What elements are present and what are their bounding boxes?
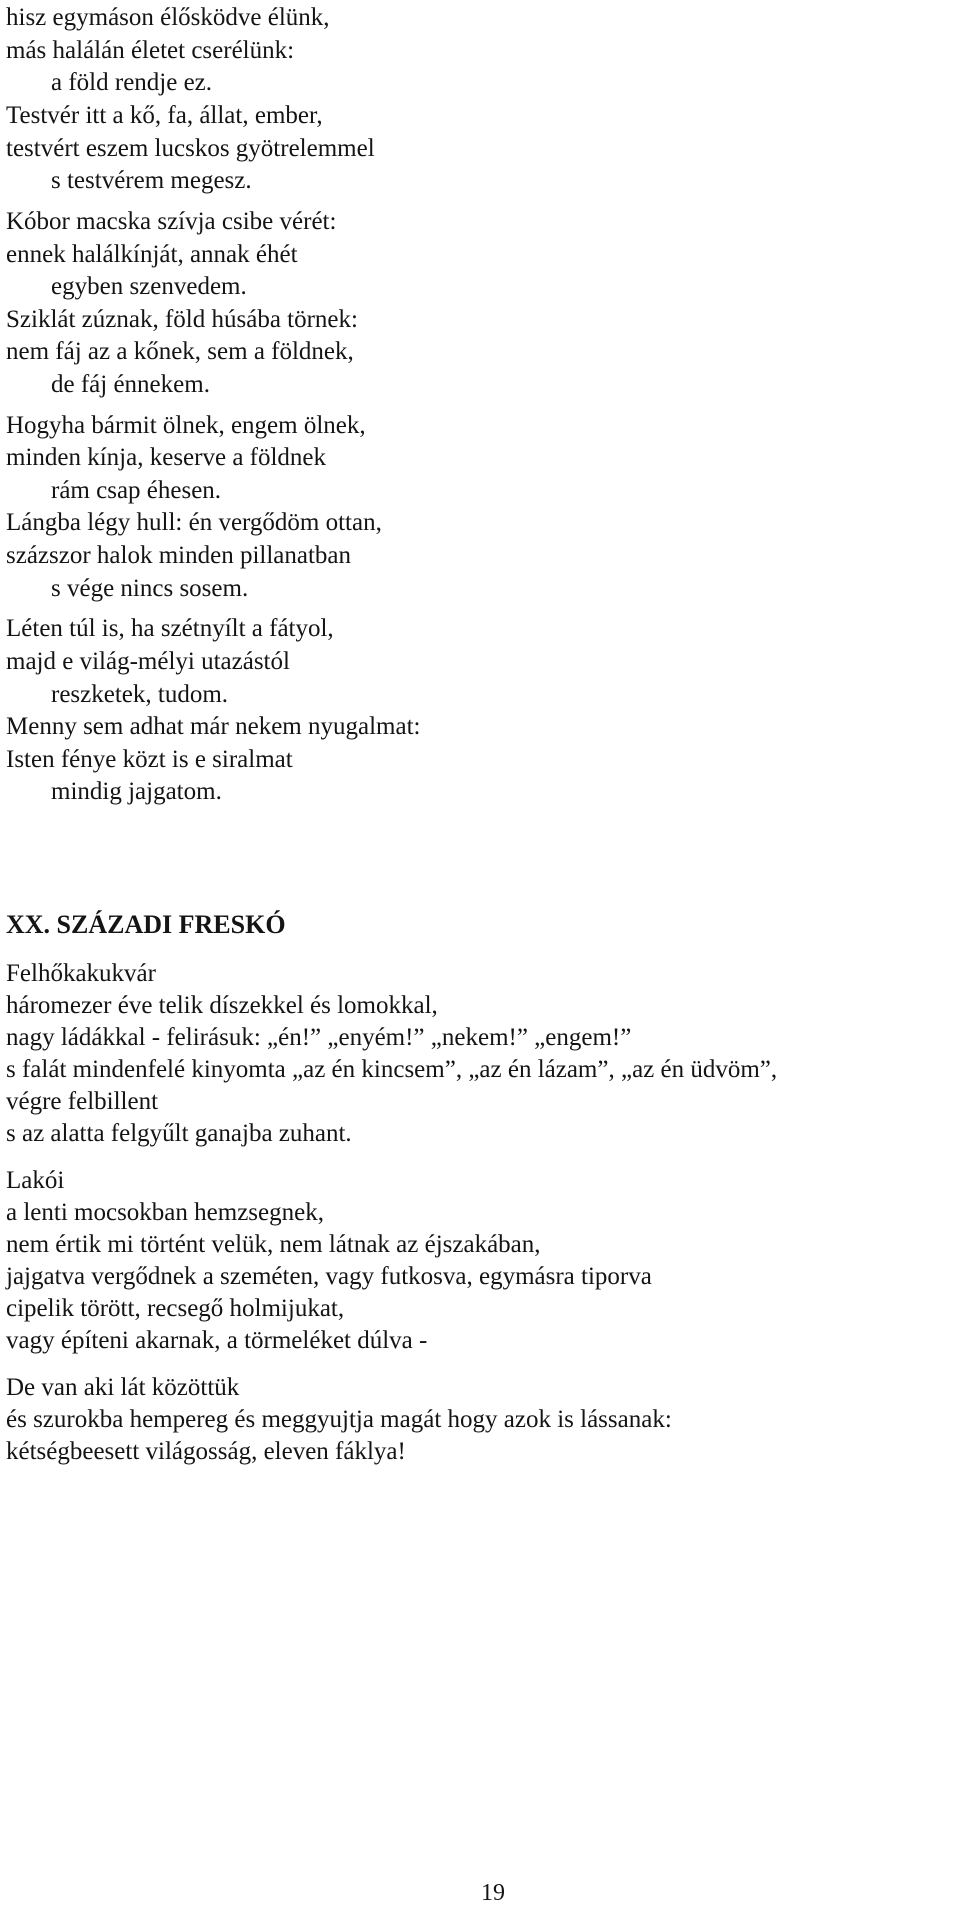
poem-line: s testvérem megesz. bbox=[51, 167, 252, 194]
poem-line: egyben szenvedem. bbox=[51, 273, 247, 300]
poem-line: nem fáj az a kőnek, sem a földnek, bbox=[6, 338, 354, 365]
poem-line: majd e világ-mélyi utazástól bbox=[6, 648, 290, 675]
poem-line: más halálán életet cserélünk: bbox=[6, 37, 295, 64]
poem-line: százszor halok minden pillanatban bbox=[6, 542, 352, 569]
poem-line: Menny sem adhat már nekem nyugalmat: bbox=[6, 713, 421, 740]
poem-line: reszketek, tudom. bbox=[51, 681, 229, 708]
poem-line: Sziklát zúznak, föld húsába törnek: bbox=[6, 306, 358, 333]
poem-line: nagy ládákkal - felirásuk: „én!” „enyém!” „nekem!” „engem!” bbox=[6, 1024, 632, 1051]
poem-line: jajgatva vergődnek a szeméten, vagy futkosva, egymásra tiporva bbox=[6, 1263, 652, 1290]
poem-line: Hogyha bármit ölnek, engem ölnek, bbox=[6, 412, 366, 439]
poem-line: Testvér itt a kő, fa, állat, ember, bbox=[6, 102, 323, 129]
poem-line: nem értik mi történt velük, nem látnak az éjszakában, bbox=[6, 1231, 541, 1258]
poem-line: a lenti mocsokban hemzsegnek, bbox=[6, 1199, 324, 1226]
poem-line: a föld rendje ez. bbox=[51, 69, 213, 96]
poem-line: Isten fénye közt is e siralmat bbox=[6, 746, 293, 773]
poem-line: minden kínja, keserve a földnek bbox=[6, 444, 327, 471]
poem-line: testvért eszem lucskos gyötrelemmel bbox=[6, 135, 375, 162]
poem-line: Kóbor macska szívja csibe vérét: bbox=[6, 208, 337, 235]
poem-line: háromezer éve telik díszekkel és lomokkal, bbox=[6, 992, 438, 1019]
poem-line: s vége nincs sosem. bbox=[51, 575, 249, 602]
poem-line: vagy építeni akarnak, a törmeléket dúlva - bbox=[6, 1327, 428, 1354]
poem-line: és szurokba hempereg és meggyujtja magát hogy azok is lássanak: bbox=[6, 1406, 672, 1433]
poem-line: hisz egymáson élősködve élünk, bbox=[6, 4, 330, 31]
poem-line: Felhőkakukvár bbox=[6, 960, 156, 987]
poem-line: mindig jajgatom. bbox=[51, 778, 222, 805]
poem-line: s az alatta felgyűlt ganajba zuhant. bbox=[6, 1120, 352, 1147]
page-number: 19 bbox=[481, 1880, 505, 1906]
poem-line: de fáj énnekem. bbox=[51, 371, 210, 398]
poem-line: Lakói bbox=[6, 1167, 65, 1194]
poem-line: s falát mindenfelé kinyomta „az én kincsem”, „az én lázam”, „az én üdvöm”, bbox=[6, 1056, 778, 1083]
poem-title: XX. SZÁZADI FRESKÓ bbox=[6, 910, 286, 939]
poem-line: Léten túl is, ha szétnyílt a fátyol, bbox=[6, 615, 334, 642]
poem-line: De van aki lát közöttük bbox=[6, 1374, 240, 1401]
poem-line: cipelik törött, recsegő holmijukat, bbox=[6, 1295, 345, 1322]
poem-line: ennek halálkínját, annak éhét bbox=[6, 241, 298, 268]
poem-line: kétségbeesett világosság, eleven fáklya! bbox=[6, 1438, 406, 1465]
poem-line: végre felbillent bbox=[6, 1088, 159, 1115]
poem-line: Lángba légy hull: én vergődöm ottan, bbox=[6, 509, 382, 536]
poem-line: rám csap éhesen. bbox=[51, 477, 222, 504]
